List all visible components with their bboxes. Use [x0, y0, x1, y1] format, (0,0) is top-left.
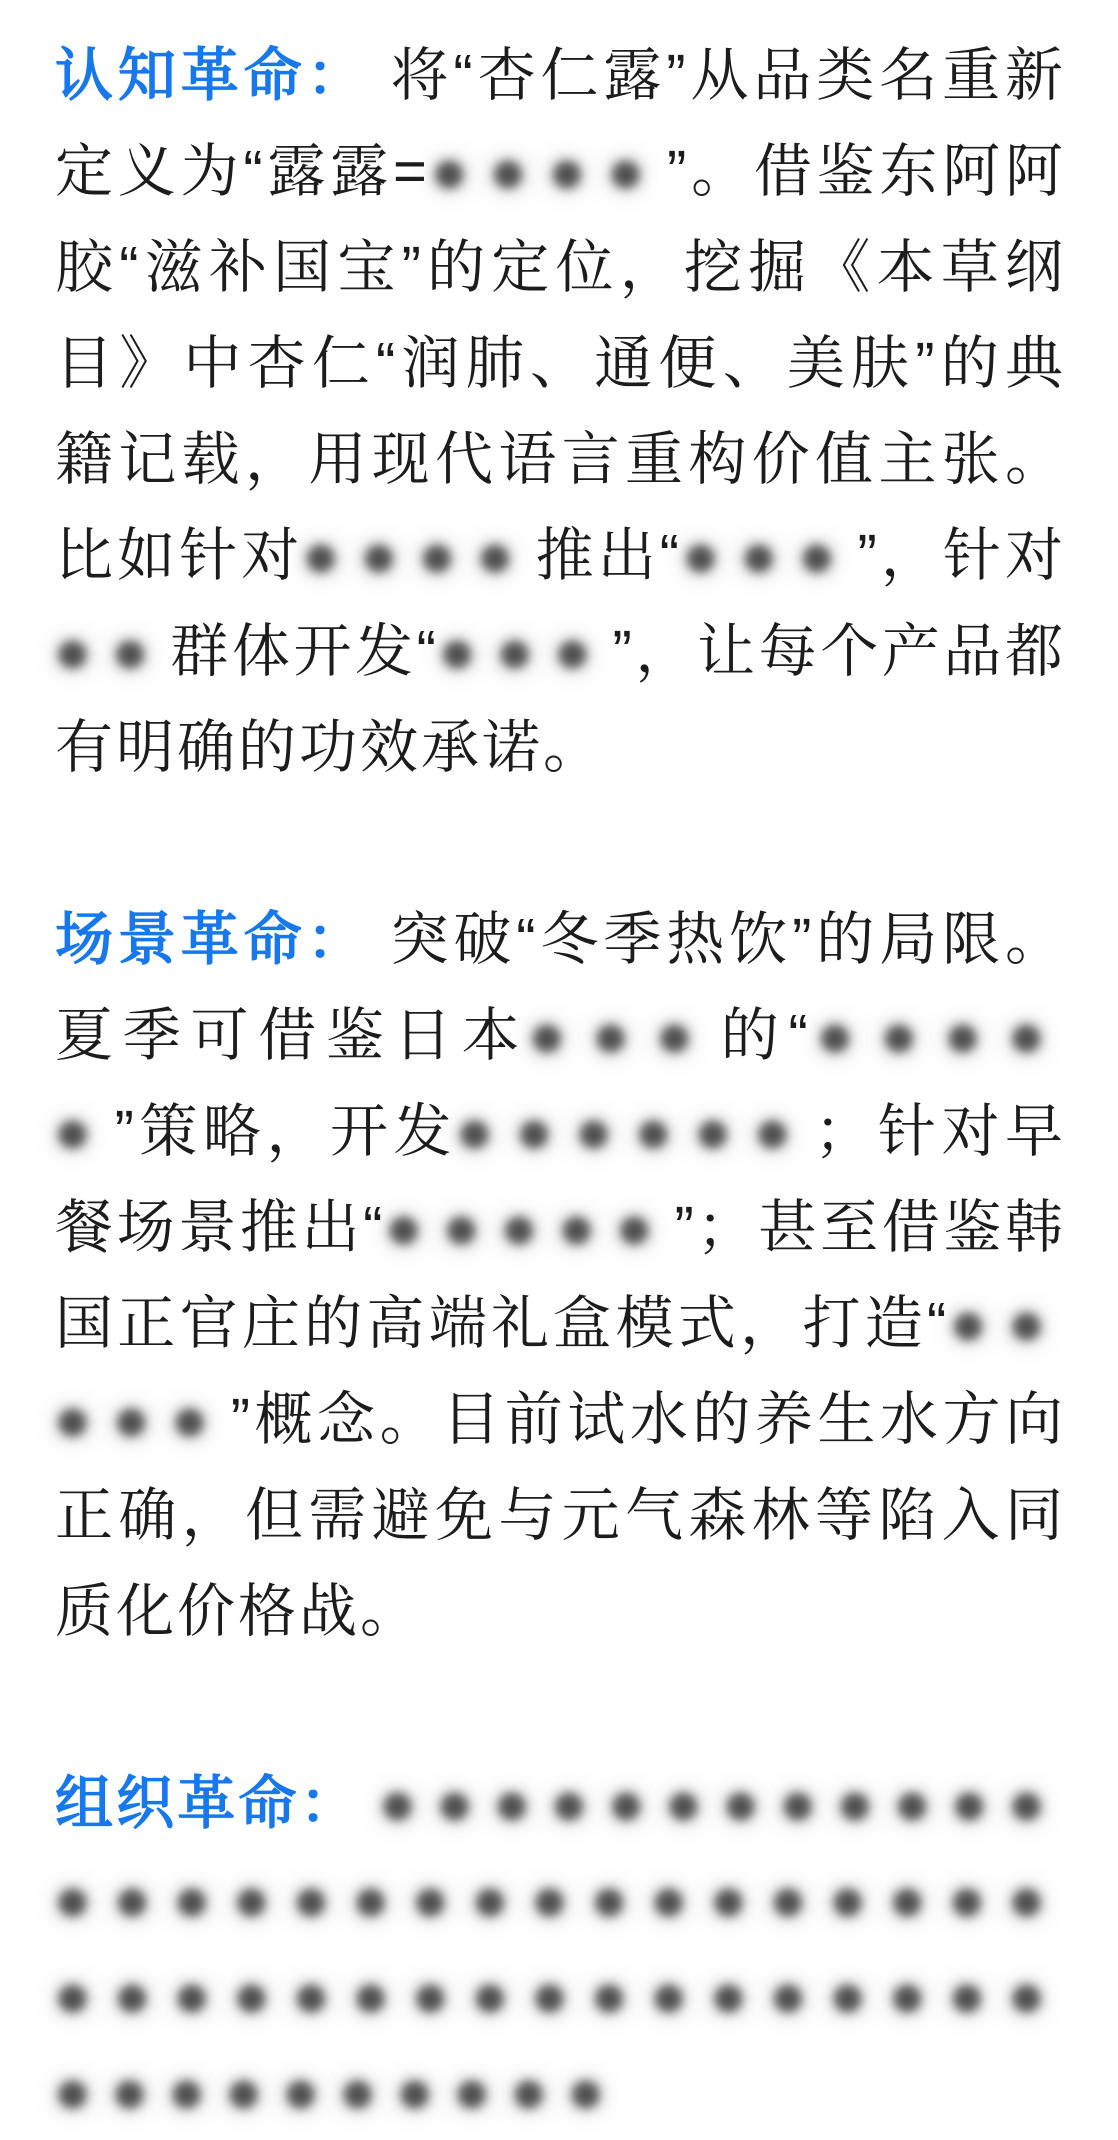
body-text: 的“: [720, 1003, 811, 1068]
redacted-text: ●●: [55, 619, 171, 684]
scenario-revolution-paragraph: [55, 892, 1066, 1660]
redacted-text: ●●●: [529, 1003, 721, 1068]
body-text: 将“杏仁露”从品类名重新定义为“露露=: [55, 43, 1066, 204]
redacted-text: ●●●●: [303, 523, 536, 588]
cognitive-revolution-heading: 认知革命：: [55, 43, 370, 108]
body-text: 突破“冬季热饮”的局限。夏季可借鉴日本: [55, 907, 1066, 1068]
redacted-text: ●●●: [438, 619, 613, 684]
cognitive-revolution-paragraph: [55, 28, 1066, 796]
redacted-text: ●●●●●: [55, 1003, 1066, 1164]
redacted-text: ●●●●●●: [457, 1099, 815, 1164]
redacted-text: ●●●: [682, 523, 858, 588]
body-text: ”策略，开发: [114, 1099, 458, 1164]
redacted-text: ●●●●: [429, 139, 667, 204]
redacted-text: ●●●●●●●●●●●●●●●●●●●●●●●●●●●●●●●●●●●●●●●●●●●●●●●●●●●●●●●●: [55, 1771, 1066, 2124]
body-text: ”，让每个产品都有明确的功效承诺。: [55, 619, 1066, 780]
body-text: ”概念。目前试水的养生水方向正确，但需避免与元气森林等陷入同质化价格战。: [55, 1387, 1066, 1644]
redacted-text: ●●●●●: [55, 1291, 1066, 1452]
body-text: ”。借鉴东阿阿胶“滋补国宝”的定位，挖掘《本草纲目》中杏仁“润肺、通便、美肤”的典籍记载，用现代语言重构价值主张。比如针对: [55, 139, 1066, 588]
scenario-revolution-heading: 场景革命：: [55, 907, 370, 972]
body-text: 推出“: [535, 523, 683, 588]
body-text: [361, 1771, 380, 1836]
organization-revolution-paragraph: [55, 1756, 1066, 2140]
body-text: ；针对早餐场景推出“: [55, 1099, 1066, 1260]
organization-revolution-heading: 组织革命：: [55, 1771, 361, 1836]
body-text: ”，针对: [857, 523, 1066, 588]
body-text: 群体开发“: [170, 619, 439, 684]
body-text: ”；甚至借鉴韩国正官庄的高端礼盒模式，打造“: [55, 1195, 1066, 1356]
redacted-text: ●●●●●: [385, 1195, 675, 1260]
